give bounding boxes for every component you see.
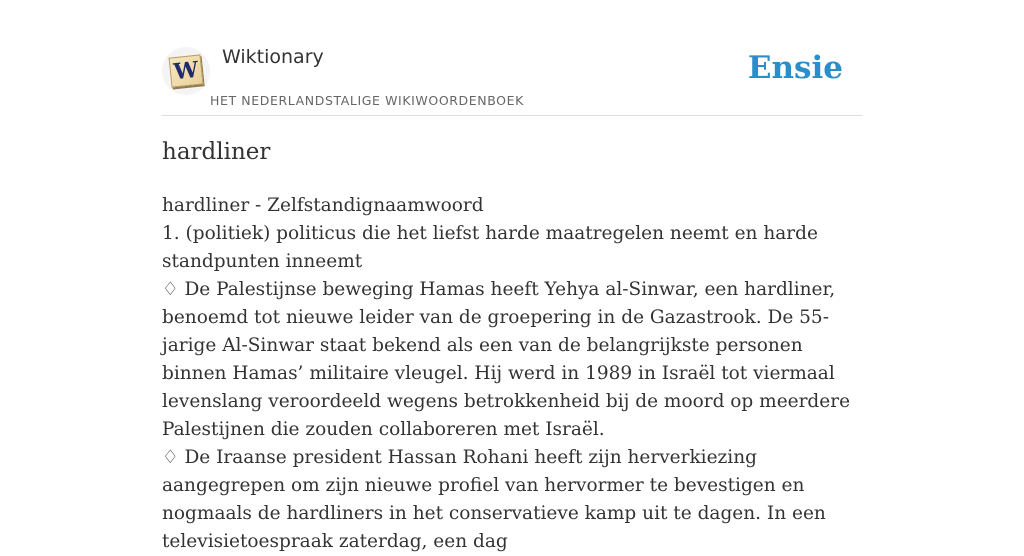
site-name[interactable]: Wiktionary [222,46,324,68]
word-type-line: hardliner - Zelfstandignaamwoord [162,195,484,216]
logo-letter: W [172,56,200,86]
example-2: ♢ De Iraanse president Hassan Rohani heeft zijn herverkiezing aangegrepen om zijn nieuwe profiel van hervormer te bevestigen en nogmaals de hardliners in het conservatieve kamp uit te dagen. In een televisietoespraak zaterdag, een dag [162,447,826,552]
example-1: ♢ De Palestijnse beweging Hamas heeft Yehya al-Sinwar, een hardliner, benoemd tot nieuwe leider van de groepering in de Gazastrook. De 55-jarige Al-Sinwar staat bekend als een van de belangrijkste personen binnen Hamas’ militaire vleugel. Hij werd in 1989 in Israël tot viermaal levenslang veroordeeld wegens betrokkenheid bij de moord op meerdere Palestijnen die zouden collaboreren met Israël. [162,279,851,440]
site-subtitle: HET NEDERLANDSTALIGE WIKIWOORDENBOEK [210,93,524,108]
ensie-brand-link[interactable]: Ensie [747,50,843,86]
logo-tile-icon [169,54,204,87]
entry-card [162,0,862,552]
page-title: hardliner [162,139,271,165]
site-header [162,0,862,116]
entry-content [162,192,862,556]
definition: 1. (politiek) politicus die het liefst harde maatregelen neemt en harde standpunten inneemt [162,223,818,272]
wiktionary-logo[interactable] [162,47,210,95]
